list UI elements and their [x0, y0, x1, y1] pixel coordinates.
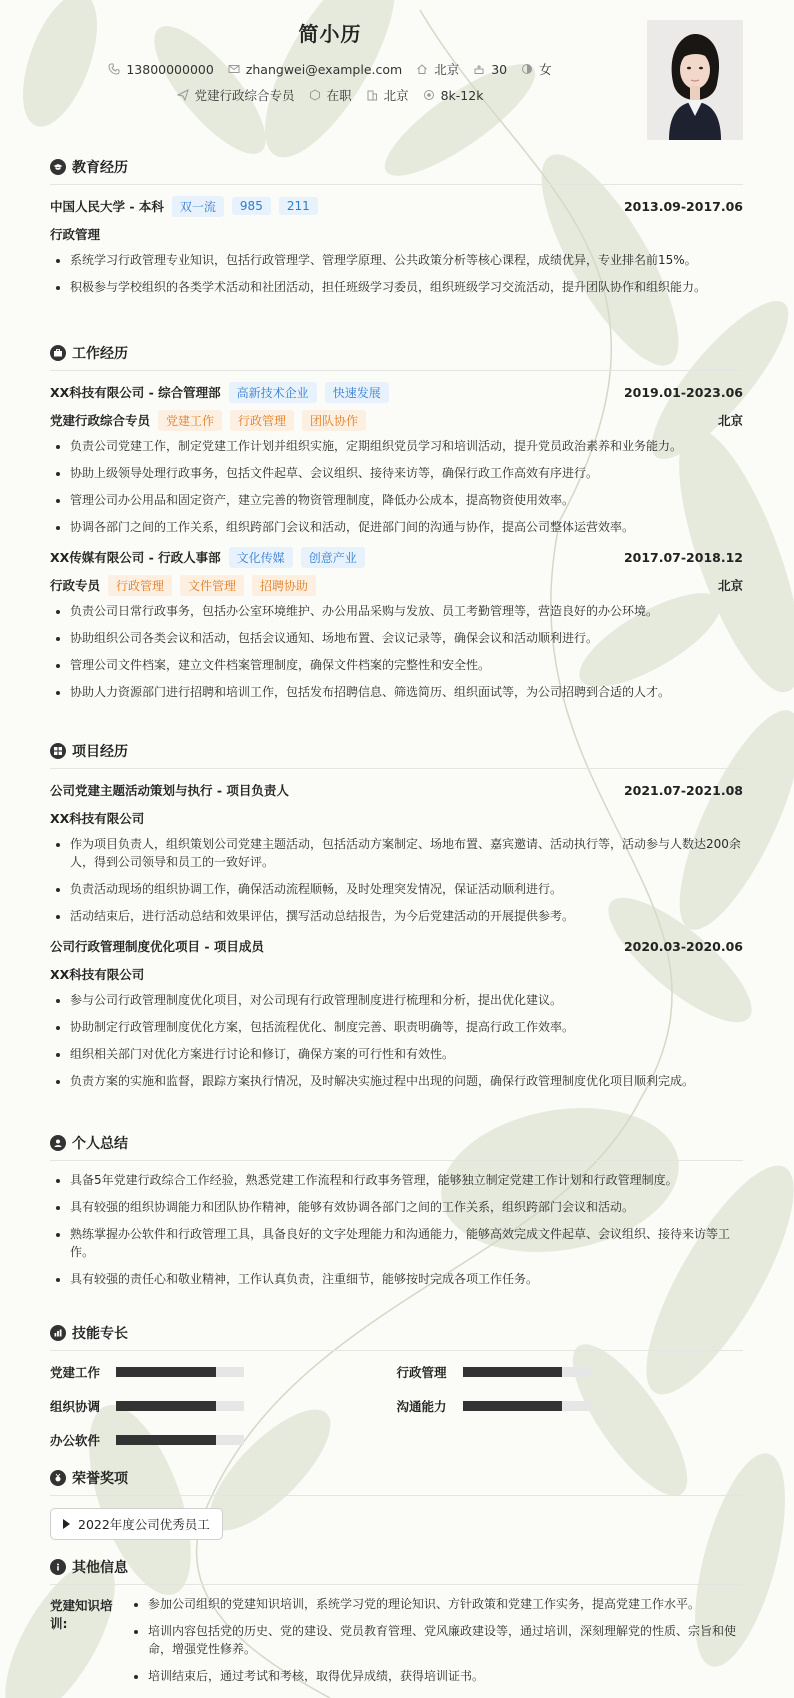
projects-section — [50, 740, 743, 1099]
job-intent-row — [0, 86, 660, 104]
phone-icon — [108, 63, 120, 75]
coin-icon — [423, 89, 435, 101]
email-text: zhangwei@example.com — [245, 61, 403, 77]
role-tag: 行政管理 — [108, 575, 172, 596]
profile-photo — [647, 20, 743, 140]
projects-title-row — [50, 740, 743, 769]
list-item: • 协助制定行政管理制度优化方案，包括流程优化、制度完善、职责明确等，提高行政工作效率。 — [70, 1018, 743, 1036]
list-item: • 参加公司组织的党建知识培训，系统学习党的理论知识、方针政策和党建工作实务，提高党建工作水平。 — [148, 1595, 743, 1613]
job-role: 行政专员 — [50, 578, 101, 593]
skill-bar — [463, 1401, 591, 1411]
skill-bar — [116, 1401, 244, 1411]
user-icon — [50, 1135, 66, 1151]
role-tag: 招聘协助 — [252, 575, 316, 596]
list-item: • 负责公司日常行政事务，包括办公室环境维护、办公用品采购与发放、员工考勤管理等，营造良好的办公环境。 — [70, 602, 743, 620]
skill-bar-fill — [116, 1367, 216, 1377]
info-icon — [50, 1559, 66, 1575]
gender-info — [521, 60, 552, 78]
position-info — [177, 86, 295, 104]
list-item: • 负责方案的实施和监督，跟踪方案执行情况，及时解决实施过程中出现的问题，确保行政管理制度优化项目顺利完成。 — [70, 1072, 743, 1090]
other-title-row — [50, 1556, 743, 1585]
company-tag: 高新技术企业 — [229, 382, 317, 403]
school-tag: 985 — [232, 197, 271, 215]
education-section — [50, 156, 743, 305]
project-bullets — [50, 991, 743, 1090]
work-title: 工作经历 — [72, 346, 128, 362]
skill-item — [397, 1361, 744, 1383]
skill-bar-fill — [116, 1435, 216, 1445]
awards-title: 荣誉奖项 — [72, 1471, 128, 1487]
award-text: 2022年度公司优秀员工 — [78, 1517, 210, 1532]
other-label: 党建知识培训: — [50, 1598, 113, 1631]
list-item: • 熟练掌握办公软件和行政管理工具，具备良好的文字处理能力和沟通能力，能够高效完成文件起草、会议组织、接待来访等工作。 — [70, 1225, 743, 1261]
list-item: • 协助人力资源部门进行招聘和培训工作，包括发布招聘信息、筛选简历、组织面试等，为公司招聘到合适的人才。 — [70, 683, 743, 701]
skill-bar-fill — [116, 1401, 216, 1411]
work-section — [50, 342, 743, 710]
phone-info — [108, 60, 213, 78]
job-role-row — [50, 409, 743, 431]
skill-item — [50, 1429, 397, 1451]
skill-item — [50, 1361, 397, 1383]
list-item: • 管理公司办公用品和固定资产，建立完善的物资管理制度，降低办公成本，提高物资使用效率。 — [70, 491, 743, 509]
job-bullets — [50, 602, 743, 701]
education-date: 2013.09-2017.06 — [623, 198, 743, 214]
project-head — [50, 935, 743, 957]
contact-row — [0, 60, 660, 78]
list-item: • 管理公司文件档案，建立文件档案管理制度，确保文件档案的完整性和安全性。 — [70, 656, 743, 674]
list-item: • 协调各部门之间的工作关系，组织跨部门会议和活动，促进部门间的沟通与协作，提高公司整体运营效率。 — [70, 518, 743, 536]
skill-item — [50, 1395, 397, 1417]
project-date: 2020.03-2020.06 — [623, 938, 743, 954]
skill-item — [397, 1395, 744, 1417]
summary-section — [50, 1132, 743, 1297]
other-title: 其他信息 — [72, 1560, 128, 1576]
other-section — [50, 1556, 743, 1694]
role-tag: 团队协作 — [302, 410, 366, 431]
project-bullets — [50, 835, 743, 925]
city-info — [366, 86, 409, 104]
job-date: 2019.01-2023.06 — [623, 384, 743, 400]
summary-title-row — [50, 1132, 743, 1161]
status-info — [309, 86, 352, 104]
major-name: 行政管理 — [50, 227, 101, 242]
mail-icon — [228, 63, 240, 75]
projects-title: 项目经历 — [72, 744, 128, 760]
project-org: XX科技有限公司 — [50, 967, 145, 982]
role-tag: 行政管理 — [230, 410, 294, 431]
project-head — [50, 779, 743, 801]
skill-name: 行政管理 — [396, 1365, 447, 1380]
job-role-row — [50, 574, 743, 596]
school-tag: 211 — [279, 197, 318, 215]
send-icon — [177, 89, 189, 101]
company-name: XX科技有限公司 - 综合管理部 — [50, 385, 221, 400]
summary-title: 个人总结 — [72, 1136, 128, 1152]
education-title: 教育经历 — [72, 160, 128, 176]
major-row — [50, 223, 743, 245]
candidate-name: 简小历 — [298, 22, 362, 46]
project-org-row — [50, 963, 743, 985]
list-item: • 负责公司党建工作，制定党建工作计划并组织实施，定期组织党员学习和培训活动，提升党员政治素养和业务能力。 — [70, 437, 743, 455]
graduation-cap-icon — [50, 159, 66, 175]
skill-bar — [116, 1435, 244, 1445]
company-name: XX传媒有限公司 - 行政人事部 — [50, 550, 221, 565]
list-item: • 活动结束后，进行活动总结和效果评估，撰写活动总结报告，为今后党建活动的开展提供参考。 — [70, 907, 743, 925]
skill-name: 沟通能力 — [396, 1399, 447, 1414]
project-name: 公司党建主题活动策划与执行 - 项目负责人 — [50, 783, 289, 798]
age-info — [473, 60, 507, 78]
job-bullets — [50, 437, 743, 536]
play-icon — [63, 1519, 70, 1529]
list-item: • 参与公司行政管理制度优化项目，对公司现有行政管理制度进行梳理和分析，提出优化建议。 — [70, 991, 743, 1009]
project-date: 2021.07-2021.08 — [623, 782, 743, 798]
chart-icon — [50, 1325, 66, 1341]
list-item: • 具有较强的责任心和敬业精神，工作认真负责，注重细节，能够按时完成各项工作任务。 — [70, 1270, 743, 1288]
skills-section — [50, 1322, 743, 1451]
skill-bar-fill — [463, 1401, 563, 1411]
list-item: • 作为项目负责人，组织策划公司党建主题活动，包括活动方案制定、场地布置、嘉宾邀请、活动执行等，活动参与人数达200余人，得到公司领导和员工的一致好评。 — [70, 835, 743, 871]
skill-name: 办公软件 — [50, 1433, 101, 1448]
list-item: • 具备5年党建行政综合工作经验，熟悉党建工作流程和行政事务管理，能够独立制定党建工作计划和行政管理制度。 — [70, 1171, 743, 1189]
awards-title-row — [50, 1467, 743, 1496]
job-role: 党建行政综合专员 — [50, 413, 151, 428]
skill-bar-fill — [463, 1367, 563, 1377]
school-tag: 双一流 — [172, 196, 224, 217]
summary-bullets — [50, 1171, 743, 1288]
age-text: 30 — [491, 61, 508, 77]
list-item: • 积极参与学校组织的各类学术活动和社团活动，担任班级学习委员，组织班级学习交流活动，提升团队协作和组织能力。 — [70, 278, 743, 296]
briefcase-icon — [50, 345, 66, 361]
other-bullets — [128, 1595, 743, 1694]
home-icon — [416, 63, 428, 75]
award-item[interactable] — [50, 1508, 223, 1540]
skills-title-row — [50, 1322, 743, 1351]
education-entry-head — [50, 195, 743, 217]
list-item: • 培训结束后，通过考试和考核，取得优异成绩，获得培训证书。 — [148, 1667, 743, 1685]
salary-info — [423, 86, 484, 104]
education-bullets — [50, 251, 743, 296]
phone-text: 13800000000 — [126, 61, 214, 77]
list-item: • 负责活动现场的组织协调工作，确保活动流程顺畅，及时处理突发情况，保证活动顺利进行。 — [70, 880, 743, 898]
location-text: 北京 — [434, 62, 460, 77]
other-entry — [50, 1595, 743, 1694]
list-item: • 具有较强的组织协调能力和团队协作精神，能够有效协调各部门之间的工作关系，组织跨部门会议和活动。 — [70, 1198, 743, 1216]
company-tag: 快速发展 — [325, 382, 389, 403]
list-item: • 组织相关部门对优化方案进行讨论和修订，确保方案的可行性和有效性。 — [70, 1045, 743, 1063]
location-info — [416, 60, 459, 78]
job-head — [50, 546, 743, 568]
role-tag: 文件管理 — [180, 575, 244, 596]
cake-icon — [473, 63, 485, 75]
awards-section — [50, 1467, 743, 1540]
list-item: • 协助组织公司各类会议和活动，包括会议通知、场地布置、会议记录等，确保会议和活动顺利进行。 — [70, 629, 743, 647]
salary-text: 8k-12k — [440, 87, 484, 103]
skill-bar — [463, 1367, 591, 1377]
status-icon — [309, 89, 321, 101]
list-item: • 协助上级领导处理行政事务，包括文件起草、会议组织、接待来访等，确保行政工作高效有序进行。 — [70, 464, 743, 482]
work-title-row — [50, 342, 743, 371]
gender-text: 女 — [539, 62, 552, 77]
skill-bar — [116, 1367, 244, 1377]
status-text: 在职 — [326, 88, 352, 103]
school-name: 中国人民大学 - 本科 — [50, 199, 164, 214]
medal-icon — [50, 1470, 66, 1486]
position-text: 党建行政综合专员 — [194, 88, 295, 103]
education-title-row — [50, 156, 743, 185]
skill-name: 组织协调 — [50, 1399, 101, 1414]
job-city: 北京 — [717, 413, 743, 428]
city-text: 北京 — [383, 88, 409, 103]
skills-grid — [50, 1361, 743, 1451]
project-org: XX科技有限公司 — [50, 811, 145, 826]
project-name: 公司行政管理制度优化项目 - 项目成员 — [50, 939, 264, 954]
skills-title: 技能专长 — [72, 1326, 128, 1342]
job-city: 北京 — [717, 578, 743, 593]
company-tag: 文化传媒 — [229, 547, 293, 568]
grid-icon — [50, 743, 66, 759]
portrait-image — [647, 20, 743, 140]
email-info — [228, 60, 402, 78]
project-org-row — [50, 807, 743, 829]
company-tag: 创意产业 — [301, 547, 365, 568]
role-tag: 党建工作 — [158, 410, 222, 431]
list-item: • 系统学习行政管理专业知识，包括行政管理学、管理学原理、公共政策分析等核心课程，成绩优异，专业排名前15%。 — [70, 251, 743, 269]
job-head — [50, 381, 743, 403]
gender-icon — [521, 63, 533, 75]
list-item: • 培训内容包括党的历史、党的建设、党员教育管理、党风廉政建设等，通过培训，深刻理解党的性质、宗旨和使命，增强党性修养。 — [148, 1622, 743, 1658]
job-date: 2017.07-2018.12 — [623, 549, 743, 565]
skill-name: 党建工作 — [50, 1365, 101, 1380]
building-icon — [366, 89, 378, 101]
